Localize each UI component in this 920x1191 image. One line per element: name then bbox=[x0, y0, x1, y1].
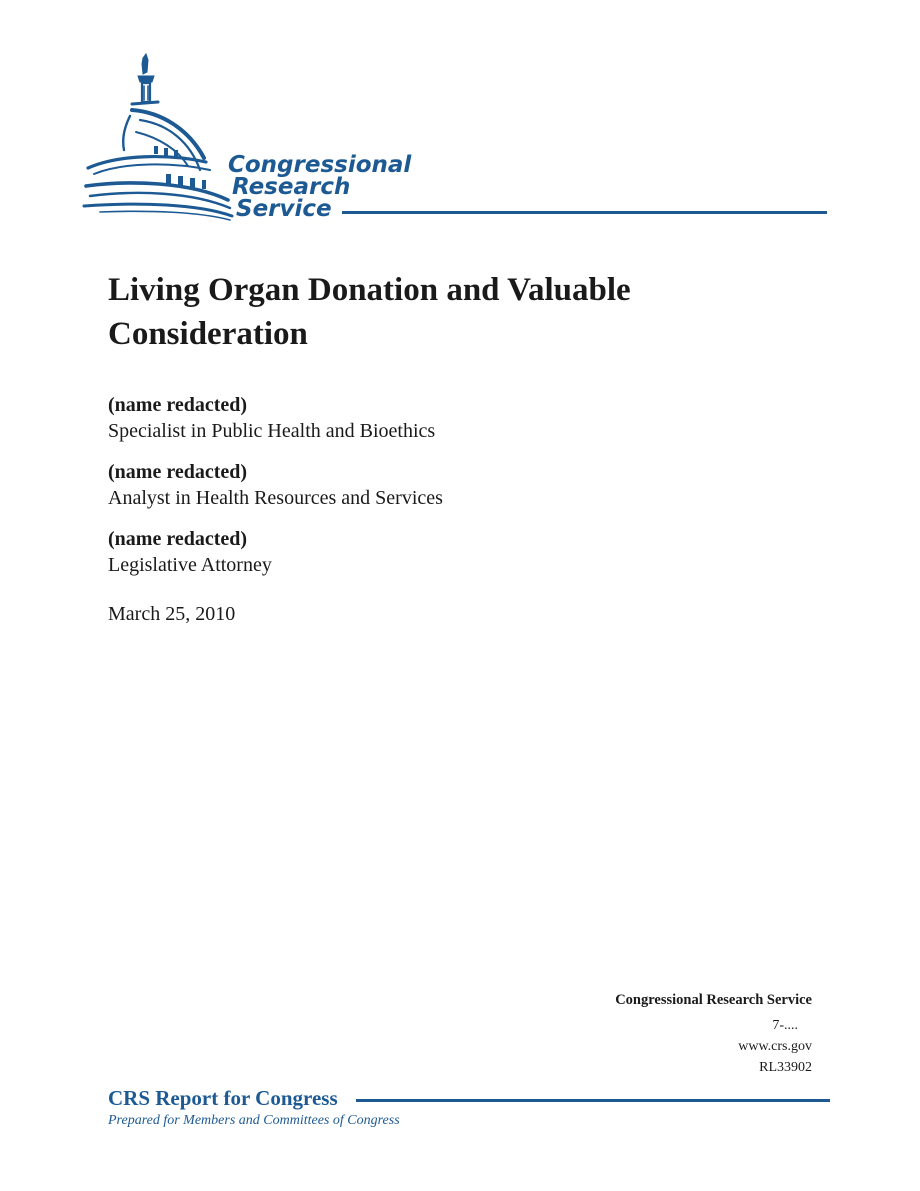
service-name: Congressional Research Service bbox=[615, 992, 812, 1008]
logo-line-service: Service bbox=[236, 196, 332, 222]
footer-title: CRS Report for Congress bbox=[108, 1086, 338, 1110]
author-role: Analyst in Health Resources and Services bbox=[108, 487, 443, 509]
logo-rule bbox=[342, 211, 827, 214]
capitol-dome-icon bbox=[80, 50, 250, 225]
footer bbox=[108, 1085, 830, 1131]
authors-block bbox=[108, 393, 708, 627]
report-number: RL33902 bbox=[759, 1060, 812, 1075]
report-title: Living Organ Donation and Valuable Consideration bbox=[108, 272, 631, 352]
author-entry bbox=[108, 393, 708, 444]
service-url[interactable]: www.crs.gov bbox=[738, 1039, 812, 1054]
crs-logo bbox=[80, 50, 840, 230]
logo-line-congressional: Congressional bbox=[228, 152, 412, 178]
author-name: (name redacted) bbox=[108, 394, 248, 416]
service-info bbox=[615, 990, 812, 1078]
author-entry bbox=[108, 527, 708, 578]
author-role: Specialist in Public Health and Bioethics bbox=[108, 420, 436, 442]
footer-title-row bbox=[108, 1085, 830, 1111]
logo-line-research: Research bbox=[232, 174, 351, 200]
author-name: (name redacted) bbox=[108, 528, 248, 550]
author-entry bbox=[108, 460, 708, 511]
footer-subtitle: Prepared for Members and Committees of Congress bbox=[108, 1113, 400, 1128]
report-date: March 25, 2010 bbox=[108, 603, 236, 625]
author-name: (name redacted) bbox=[108, 461, 248, 483]
author-role: Legislative Attorney bbox=[108, 554, 272, 576]
footer-rule bbox=[356, 1099, 830, 1102]
service-code: 7-.... bbox=[772, 1018, 798, 1033]
